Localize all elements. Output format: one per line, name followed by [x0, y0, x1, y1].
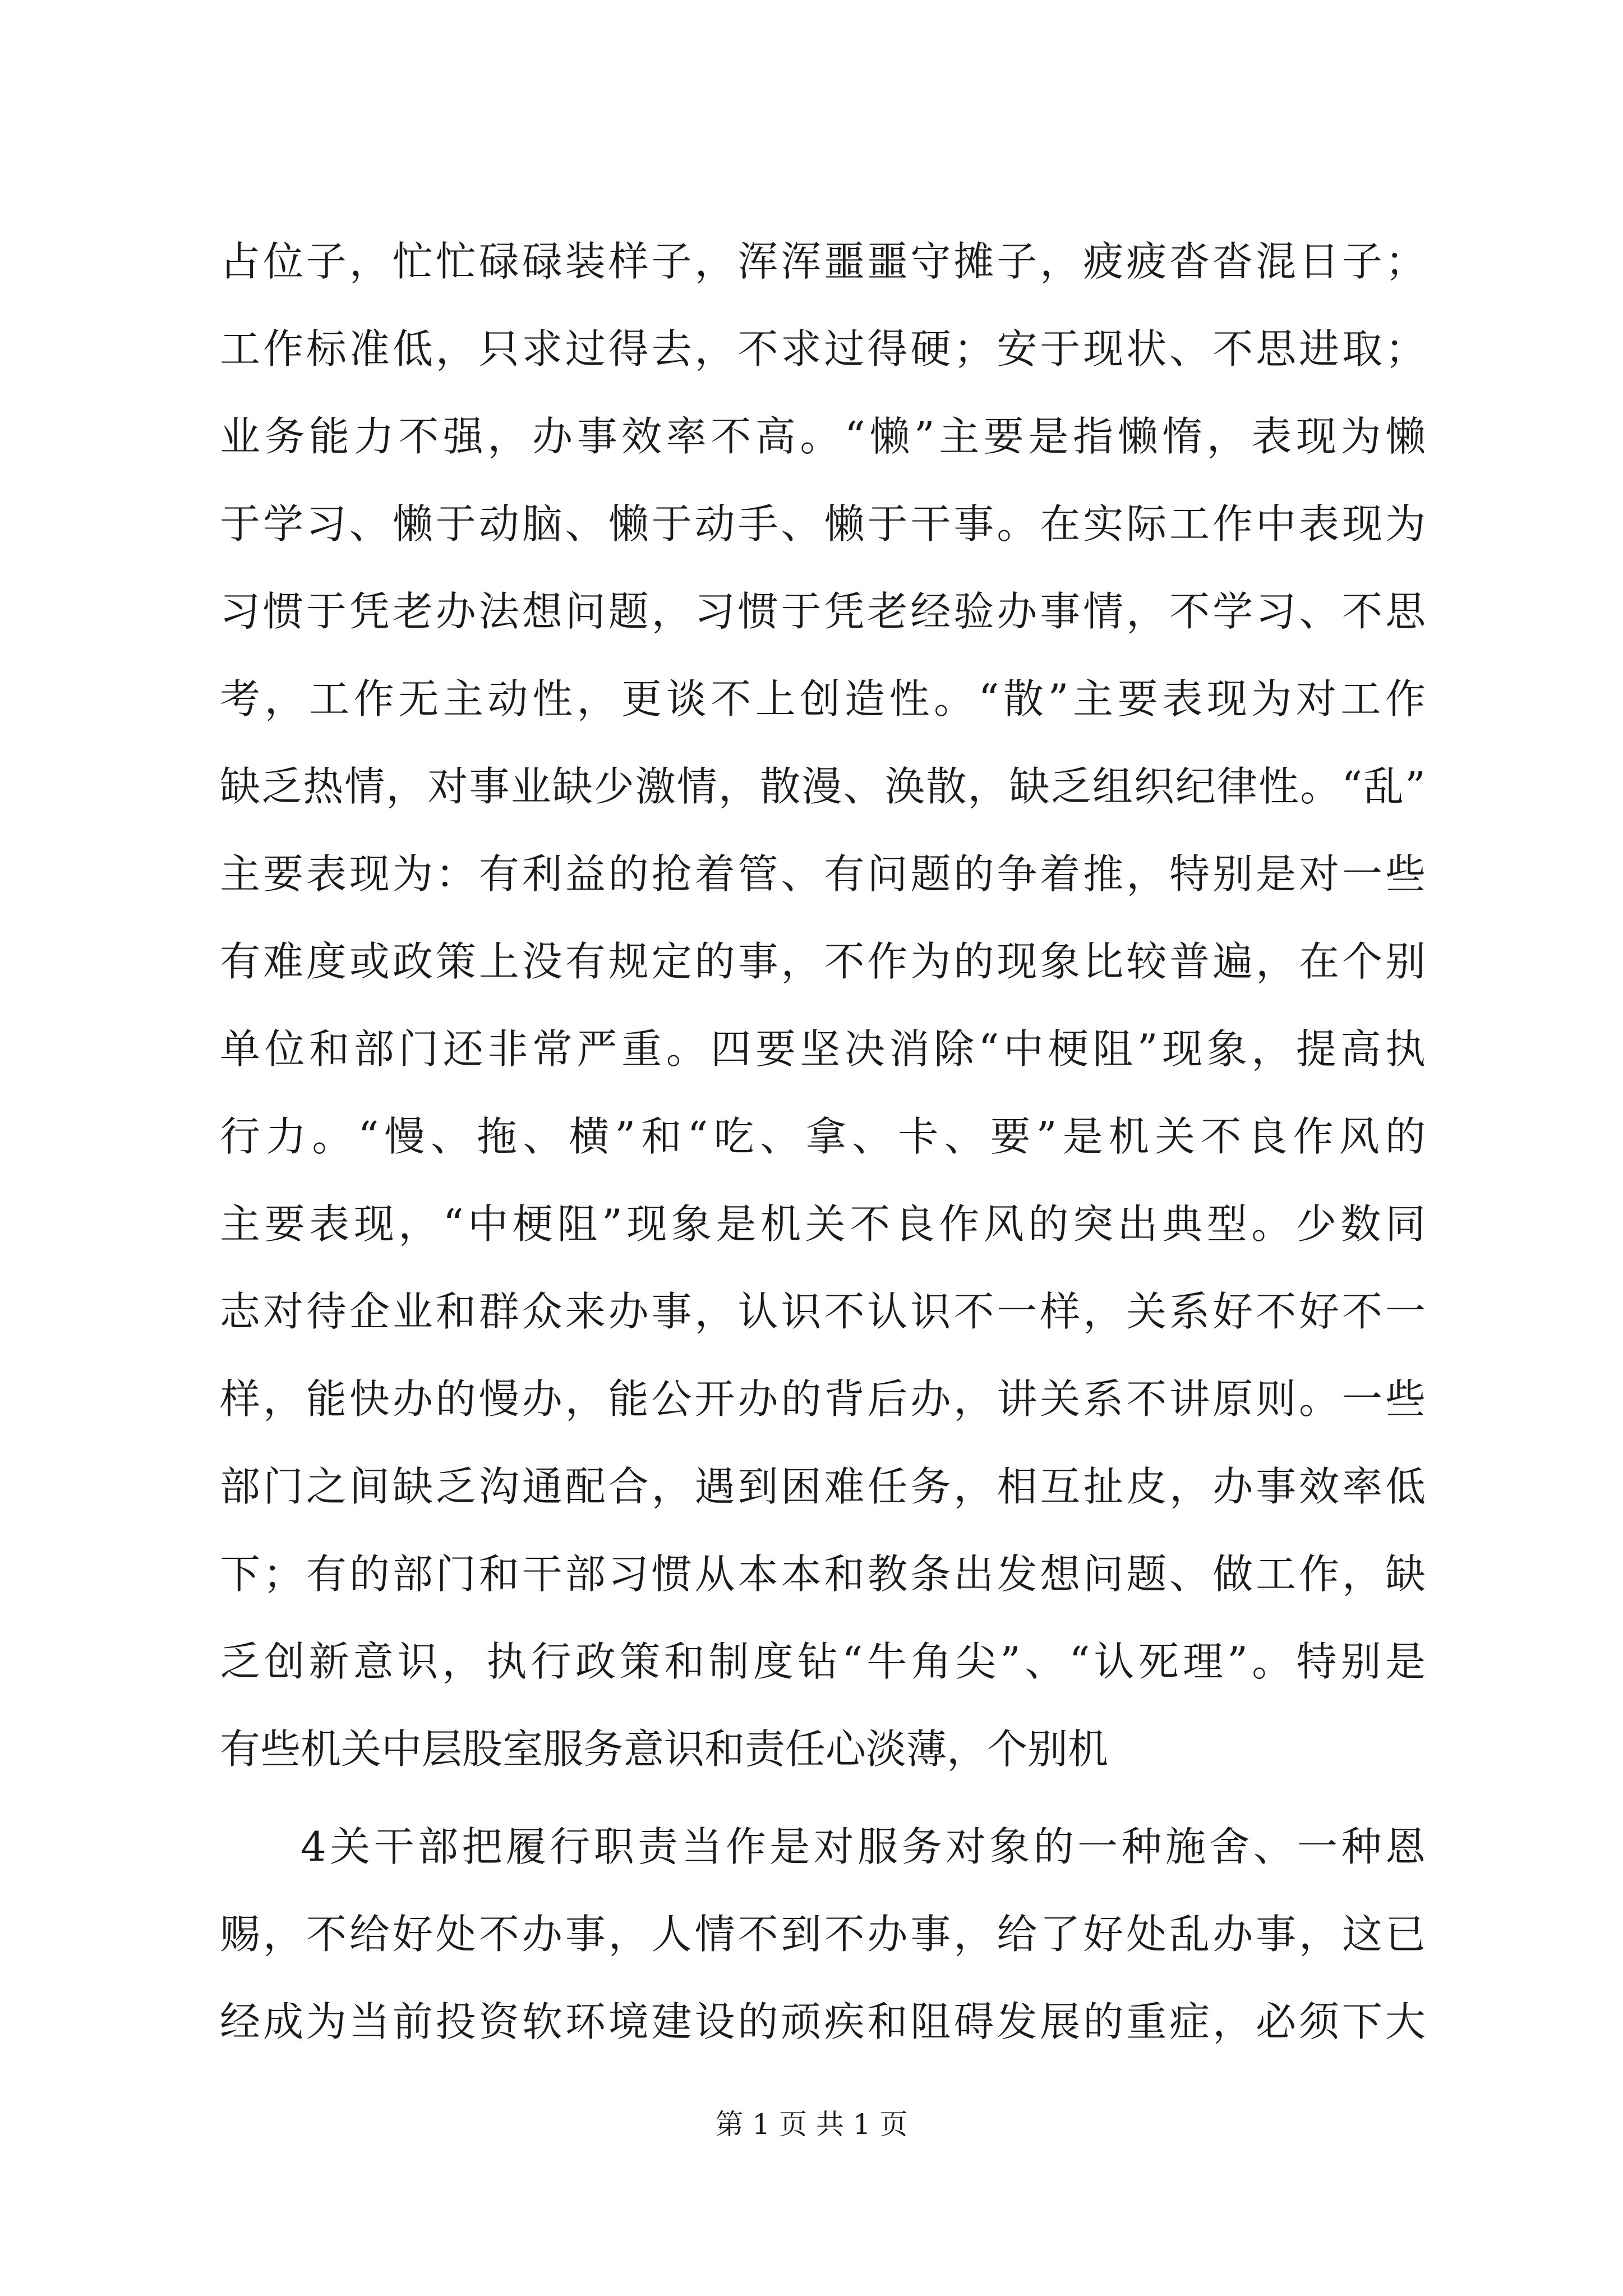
- text-line: 经成为当前投资软环境建设的顽疾和阻碍发展的重症，必须下大: [220, 1998, 1426, 2045]
- page-number-label: 第 1 页 共 1 页: [715, 2108, 908, 2141]
- text-line: 志对待企业和群众来办事，认识不认识不一样，关系好不好不一: [220, 1288, 1426, 1335]
- text-line: 行力。“慢、拖、横”和“吃、拿、卡、要”是机关不良作风的: [220, 1113, 1426, 1160]
- text-line: 部门之间缺乏沟通配合，遇到困难任务，相互扯皮，办事效率低: [220, 1463, 1426, 1510]
- text-line: 主要表现为：有利益的抢着管、有问题的争着推，特别是对一些: [220, 850, 1426, 898]
- text-line: 有些机关中层股室服务意识和责任心淡薄，个别机: [220, 1726, 1109, 1773]
- text-line: 于学习、懒于动脑、懒于动手、懒于干事。在实际工作中表现为: [220, 500, 1426, 547]
- text-line: 考，工作无主动性，更谈不上创造性。“散”主要表现为对工作: [220, 675, 1426, 723]
- text-line: 主要表现，“中梗阻”现象是机关不良作风的突出典型。少数同: [220, 1200, 1426, 1248]
- text-line: 业务能力不强，办事效率不高。“懒”主要是指懒惰，表现为懒: [220, 413, 1426, 460]
- text-line: 乏创新意识，执行政策和制度钻“牛角尖”、“认死理”。特别是: [220, 1638, 1426, 1685]
- body-text: [220, 218, 1426, 2065]
- text-line: 工作标准低，只求过得去，不求过得硬；安于现状、不思进取；: [220, 325, 1426, 372]
- text-line: 占位子，忙忙碌碌装样子，浑浑噩噩守摊子，疲疲沓沓混日子；: [220, 238, 1426, 285]
- text-line: 下；有的部门和干部习惯从本本和教条出发想问题、做工作，缺: [220, 1550, 1426, 1598]
- text-line: 有难度或政策上没有规定的事，不作为的现象比较普遍，在个别: [220, 938, 1426, 985]
- text-line: 4关干部把履行职责当作是对服务对象的一种施舍、一种恩: [301, 1823, 1426, 1870]
- page-footer: [0, 2105, 1623, 2144]
- paragraph-gap: [220, 1793, 1426, 1803]
- paragraph-2: [220, 1803, 1426, 2065]
- text-line: 习惯于凭老办法想问题，习惯于凭老经验办事情，不学习、不思: [220, 588, 1426, 635]
- text-line: 单位和部门还非常严重。四要坚决消除“中梗阻”现象，提高执: [220, 1025, 1426, 1073]
- text-line: 赐，不给好处不办事，人情不到不办事，给了好处乱办事，这已: [220, 1911, 1426, 1958]
- text-line: 缺乏热情，对事业缺少激情，散漫、涣散，缺乏组织纪律性。“乱”: [220, 763, 1426, 810]
- paragraph-1: [220, 218, 1426, 1793]
- text-line: 样，能快办的慢办，能公开办的背后办，讲关系不讲原则。一些: [220, 1375, 1426, 1423]
